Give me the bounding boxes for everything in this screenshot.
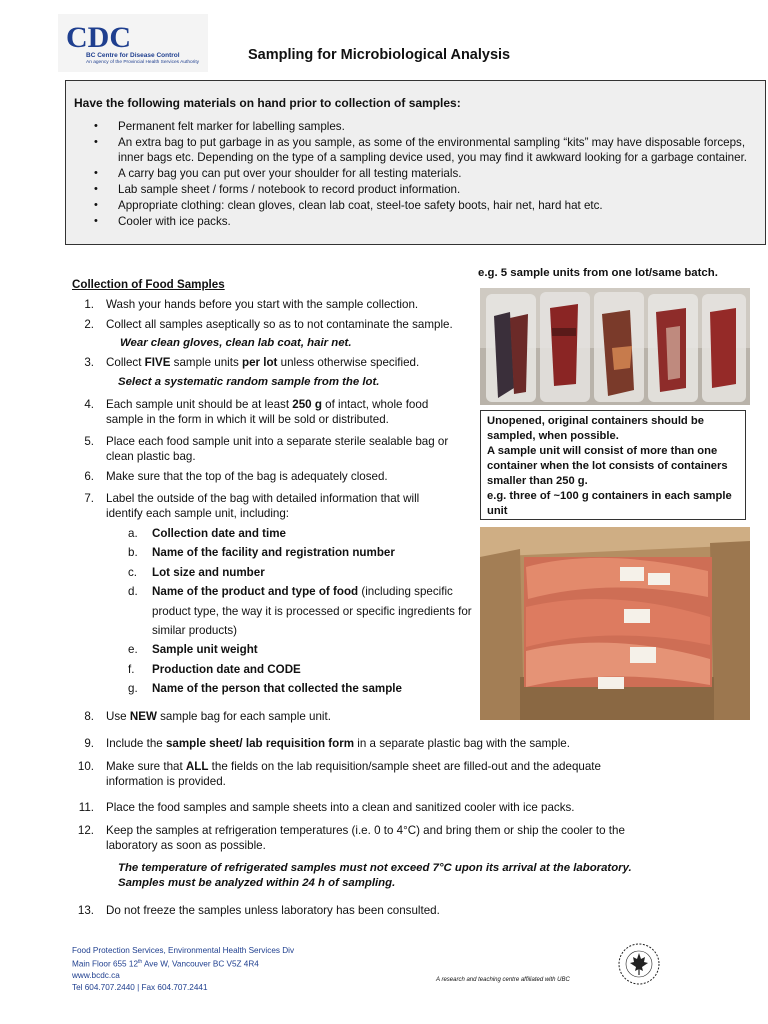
sub-text: (including specific product type, the way it is processed or specific ingredients for similar products)	[152, 585, 472, 637]
step-text: Collect	[106, 356, 145, 369]
step-text: in a separate plastic bag with the sample.	[354, 737, 570, 750]
list-item: • An extra bag to put garbage in as you sample, as some of the environmental sampling “kits” may have disposable forceps, inner bags etc. Depending on the type of a sampling device used, you may find it awkward looking for a garbage container.	[66, 135, 756, 165]
step-text: Do not freeze the samples unless laboratory has been consulted.	[106, 904, 440, 917]
step-text: the fields on the lab requisition/sample sheet are filled-out and the adequate information is provided.	[106, 760, 601, 788]
step-text: Wash your hands before you start with the sample collection.	[106, 298, 419, 311]
step-text: Label the outside of the bag with detailed information that will identify each sample unit, including:	[106, 492, 420, 520]
step-number: 6.	[84, 470, 94, 483]
cardboard-box-image	[480, 527, 750, 720]
step-bold: per lot	[241, 356, 278, 369]
step-number: 9.	[84, 737, 94, 750]
step-text: Include the	[106, 737, 166, 750]
step-text: Make sure that the top of the bag is adequately closed.	[106, 470, 388, 483]
step-number: 8.	[84, 710, 94, 723]
list-item: • A carry bag you can put over your shoulder for all testing materials.	[66, 166, 756, 181]
step-number: 3.	[84, 356, 94, 369]
materials-box	[65, 80, 766, 245]
logo-letters: CDC	[66, 21, 131, 54]
footer-address	[72, 959, 259, 969]
sub-item-a	[128, 524, 478, 544]
container-note-box	[480, 410, 746, 520]
footer-address-post: Ave W, Vancouver BC V5Z 4R4	[142, 959, 259, 969]
step-number: 5.	[84, 435, 94, 448]
sub-bold: Name of the product and type of food	[152, 585, 359, 598]
note-line: Unopened, original containers should be sampled, when possible.	[487, 415, 704, 442]
sub-letter: f.	[128, 663, 135, 676]
step-bold: ALL	[185, 760, 209, 773]
list-item: • Permanent felt marker for labelling samples.	[66, 119, 756, 134]
sub-letter: e.	[128, 643, 138, 656]
page-title: Sampling for Microbiological Analysis	[248, 47, 511, 63]
ubc-affiliation: A research and teaching centre affiliated with UBC	[436, 977, 570, 983]
sub-item-b	[128, 543, 478, 563]
sub-bold: Lot size and number	[152, 566, 265, 579]
sub-item-c	[128, 563, 478, 583]
org-tagline: An agency of the Provincial Health Services Authority	[86, 60, 200, 65]
footer-address-sup: th	[138, 959, 143, 965]
sub-item-d	[128, 582, 478, 642]
box-of-samples-photo	[480, 527, 750, 720]
list-item: • Cooler with ice packs.	[66, 214, 756, 229]
step-text: Each sample unit should be at least	[106, 398, 293, 411]
note-temperature: The temperature of refrigerated samples must not exceed 7°C upon its arrival at the laboratory.	[118, 862, 632, 874]
sub-item-e	[128, 640, 478, 660]
step-text: Make sure that	[106, 760, 186, 773]
footer-website-link[interactable]: www.bcdc.ca	[72, 971, 120, 980]
step-bold: FIVE	[144, 356, 171, 369]
step-text: Place each food sample unit into a separate sterile sealable bag or clean plastic bag.	[106, 435, 449, 463]
note-24h: Samples must be analyzed within 24 h of sampling.	[118, 877, 396, 889]
step-text: Collect all samples aseptically so as to not contaminate the sample.	[106, 318, 453, 331]
step-text: of intact, whole food sample in the form in which it will be sold or distributed.	[106, 398, 429, 426]
note-line: A sample unit will consist of more than one container when the lot consists of containers smaller than 250 g.	[487, 445, 728, 487]
footer-address-pre: Main Floor 655 12	[72, 959, 138, 969]
step-bold: NEW	[129, 710, 157, 723]
list-item: • Lab sample sheet / forms / notebook to record product information.	[66, 182, 756, 197]
sub-bold: Name of the facility and registration number	[152, 546, 395, 559]
sample-bags-photo	[480, 288, 750, 405]
materials-heading: Have the following materials on hand prior to collection of samples:	[74, 96, 461, 110]
step-number: 10.	[77, 760, 94, 773]
sub-bold: Sample unit weight	[152, 643, 258, 656]
note-line: e.g. three of ~100 g containers in each sample unit	[487, 490, 732, 517]
step-number: 7.	[84, 492, 94, 505]
sub-item-f	[128, 660, 478, 680]
step-text: Keep the samples at refrigeration temperatures (i.e. 0 to 4°C) and bring them or ship the cooler to the laboratory as soon as possible.	[106, 824, 625, 852]
step-text: sample units	[170, 356, 242, 369]
note-clothing: Wear clean gloves, clean lab coat, hair net.	[120, 337, 352, 349]
collection-heading: Collection of Food Samples	[72, 278, 225, 291]
step-text: Place the food samples and sample sheets into a clean and sanitized cooler with ice packs.	[106, 801, 575, 814]
step-number: 11.	[78, 801, 94, 814]
step-number: 2.	[84, 318, 94, 331]
step-text: unless otherwise specified.	[277, 356, 420, 369]
note-random-sample: Select a systematic random sample from the lot.	[118, 376, 380, 388]
step-text: sample bag for each sample unit.	[156, 710, 331, 723]
step-number: 1.	[84, 298, 94, 311]
sub-letter: b.	[128, 546, 138, 559]
step-number: 4.	[84, 398, 94, 411]
footer-phone: Tel 604.707.2440 | Fax 604.707.2441	[72, 983, 208, 992]
materials-list	[66, 119, 756, 230]
sub-letter: d.	[128, 585, 138, 598]
step-bold: 250 g	[292, 398, 322, 411]
sub-bold: Collection date and time	[152, 527, 286, 540]
step-text: Use	[106, 710, 130, 723]
photo-caption: e.g. 5 sample units from one lot/same batch.	[478, 267, 718, 279]
sub-bold: Name of the person that collected the sample	[152, 682, 402, 695]
step-number: 13.	[77, 904, 94, 917]
sub-letter: a.	[128, 527, 138, 540]
sub-letter: g.	[128, 682, 138, 695]
sub-item-g	[128, 679, 478, 699]
accreditation-seal-icon	[617, 942, 661, 986]
sub-bold: Production date and CODE	[152, 663, 301, 676]
sub-letter: c.	[128, 566, 138, 579]
org-name: BC Centre for Disease Control	[86, 52, 180, 59]
footer-division: Food Protection Services, Environmental Health Services Div	[72, 946, 295, 955]
list-item: • Appropriate clothing: clean gloves, clean lab coat, steel-toe safety boots, hair net, hard hat etc.	[66, 198, 756, 213]
step-bold: sample sheet/ lab requisition form	[165, 737, 355, 750]
step-number: 12.	[77, 824, 94, 837]
sample-bags-image	[480, 288, 750, 405]
